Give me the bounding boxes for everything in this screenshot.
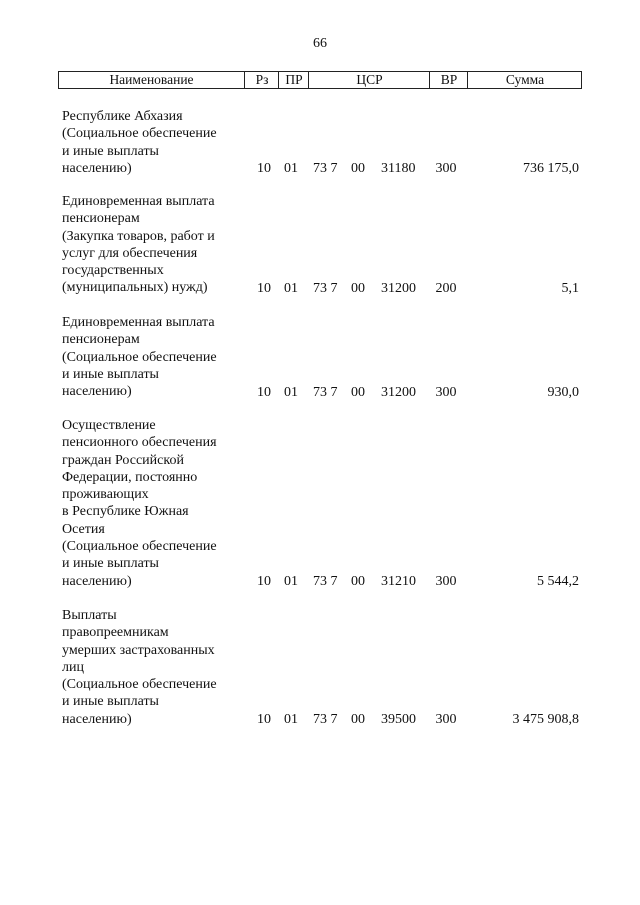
row-csr-program: 73 7 [313, 712, 338, 727]
header-name: Наименование [109, 72, 194, 87]
row-csr-subprogram: 00 [351, 385, 365, 400]
row-name: Единовременная выплата пенсионерам (Закупка товаров, работ и услуг для обеспечения государственных (муниципальных) нужд) [62, 194, 215, 296]
row-csr-subprogram: 00 [351, 161, 365, 176]
row-pr: 01 [284, 281, 298, 296]
row-name: Осуществление пенсионного обеспечения граждан Российской Федерации, постоянно проживающих в Республике Южная Осетия (Социальное обеспечение и иные выплаты населению) [62, 418, 217, 589]
row-csr-direction: 31180 [381, 161, 416, 176]
row-csr-subprogram: 00 [351, 574, 365, 589]
row-csr-subprogram: 00 [351, 712, 365, 727]
row-vr: 300 [435, 385, 457, 400]
row-name: Выплаты правопреемникам умерших застрахованных лиц (Социальное обеспечение и иные выплаты населению) [62, 608, 217, 727]
table-row [58, 607, 582, 729]
page-number: 66 [313, 36, 327, 51]
table-row [58, 108, 582, 178]
row-sum: 930,0 [547, 385, 579, 400]
row-csr-direction: 31210 [381, 574, 416, 589]
row-rz: 10 [257, 281, 271, 296]
row-sum: 5,1 [561, 281, 579, 296]
table-row [58, 314, 582, 401]
row-csr-direction: 31200 [381, 281, 416, 296]
row-rz: 10 [257, 712, 271, 727]
row-csr-program: 73 7 [313, 281, 338, 296]
header-rz: Рз [244, 72, 279, 88]
row-rz: 10 [257, 385, 271, 400]
row-name: Республике Абхазия (Социальное обеспечение и иные выплаты населению) [62, 109, 217, 176]
row-vr: 300 [435, 574, 457, 589]
row-csr-direction: 39500 [381, 712, 416, 727]
row-sum: 736 175,0 [523, 161, 579, 176]
row-csr-program: 73 7 [313, 161, 338, 176]
row-csr-program: 73 7 [313, 385, 338, 400]
row-vr: 200 [435, 281, 457, 296]
row-pr: 01 [284, 574, 298, 589]
row-pr: 01 [284, 712, 298, 727]
table-row [58, 417, 582, 591]
table-row [58, 193, 582, 297]
row-csr-direction: 31200 [381, 385, 416, 400]
header-sum: Сумма [467, 72, 582, 88]
row-pr: 01 [284, 161, 298, 176]
table-header [58, 71, 582, 89]
row-vr: 300 [435, 161, 457, 176]
row-rz: 10 [257, 574, 271, 589]
row-rz: 10 [257, 161, 271, 176]
header-csr: ЦСР [308, 72, 430, 88]
header-pr: ПР [278, 72, 309, 88]
header-vr: ВР [429, 72, 468, 88]
row-pr: 01 [284, 385, 298, 400]
row-name: Единовременная выплата пенсионерам (Социальное обеспечение и иные выплаты населению) [62, 315, 217, 400]
row-sum: 3 475 908,8 [512, 712, 579, 727]
row-csr-program: 73 7 [313, 574, 338, 589]
row-sum: 5 544,2 [537, 574, 579, 589]
row-csr-subprogram: 00 [351, 281, 365, 296]
row-vr: 300 [435, 712, 457, 727]
